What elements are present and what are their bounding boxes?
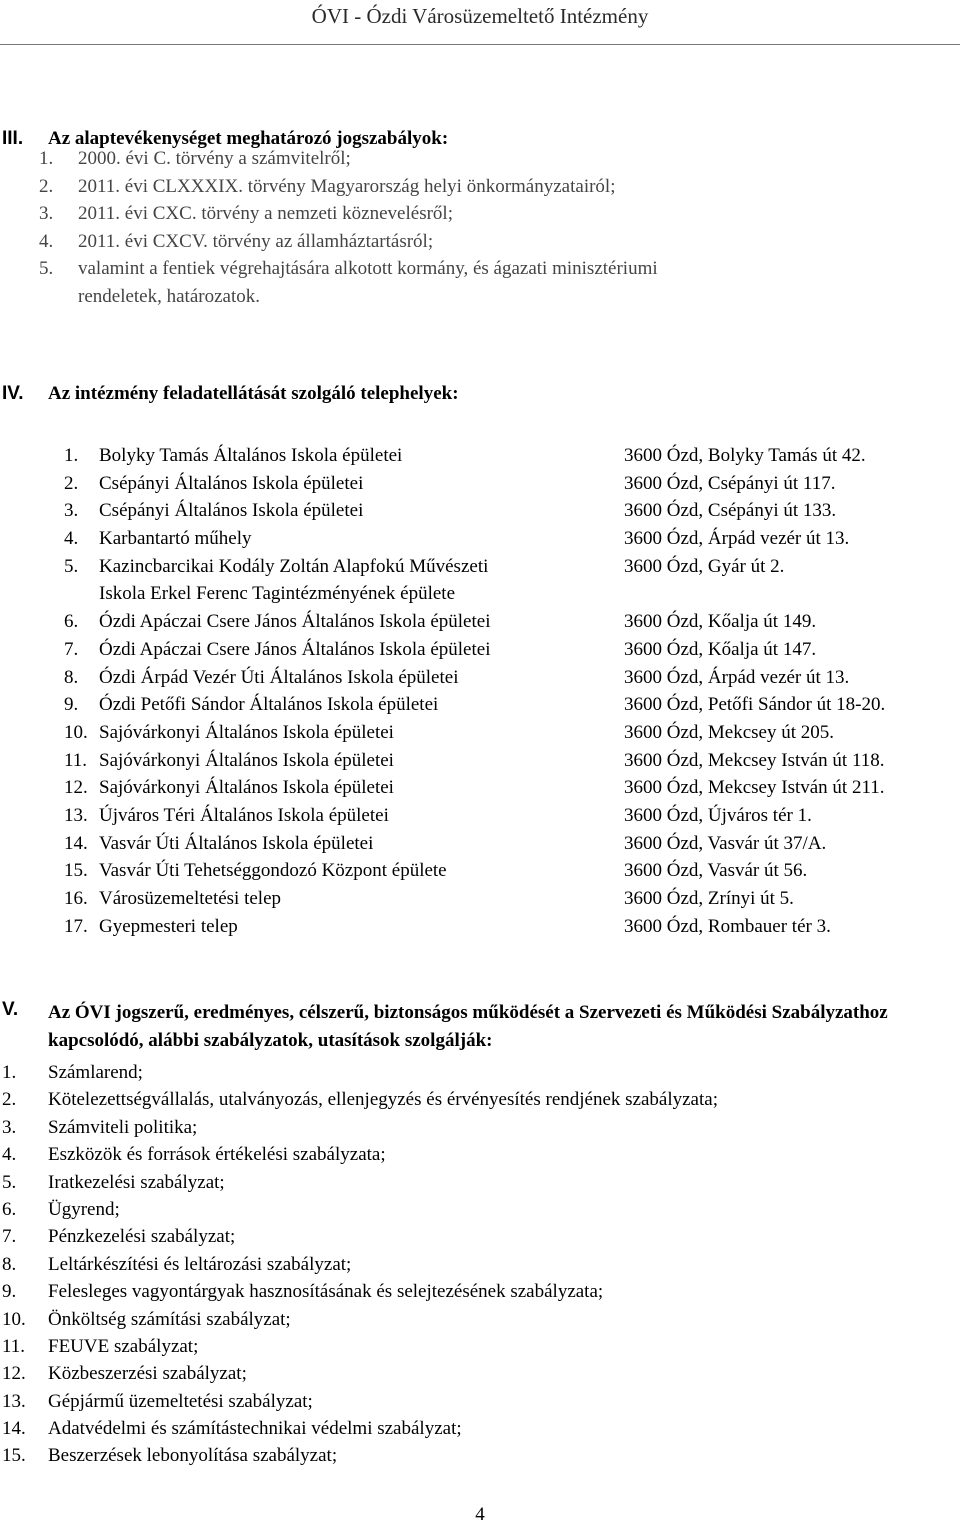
site-address: 3600 Ózd, Csépányi út 117. (624, 472, 836, 494)
site-address: 3600 Ózd, Kőalja út 149. (624, 611, 817, 633)
site-name: Vasvár Úti Általános Iskola épületei (99, 832, 374, 854)
item-number: 12. (2, 1363, 26, 1385)
site-number: 4. (64, 528, 79, 550)
site-number: 11. (64, 749, 88, 771)
item-number: 15. (2, 1445, 26, 1467)
site-name: Újváros Téri Általános Iskola épületei (99, 805, 389, 827)
item-text (78, 255, 658, 310)
section-3-title: Az alaptevékenységet meghatározó jogszabályok: (48, 128, 449, 149)
site-address: 3600 Ózd, Mekcsey István út 211. (624, 777, 885, 799)
site-number: 13. (64, 805, 88, 827)
site-address: 3600 Ózd, Gyár út 2. (624, 555, 785, 577)
header-divider (0, 44, 960, 45)
item-number: 3. (2, 1116, 17, 1138)
site-number: 1. (64, 445, 79, 466)
site-address: 3600 Ózd, Újváros tér 1. (624, 805, 812, 827)
site-address: 3600 Ózd, Rombauer tér 3. (624, 915, 831, 937)
site-number: 12. (64, 777, 88, 799)
site-number: 2. (64, 472, 79, 494)
site-name: Karbantartó műhely (99, 528, 252, 550)
site-number: 15. (64, 860, 88, 882)
site-name-line-1: Kazincbarcikai Kodály Zoltán Alapfokú Művészeti (99, 555, 489, 577)
site-address: 3600 Ózd, Vasvár út 37/A. (624, 832, 827, 854)
site-name: Sajóvárkonyi Általános Iskola épületei (99, 749, 394, 771)
item-text: 2011. évi CLXXXIX. törvény Magyarország helyi önkormányzatairól; (78, 175, 616, 197)
site-name-line-2: Iskola Erkel Ferenc Tagintézményének épülete (99, 583, 455, 605)
site-number: 8. (64, 666, 79, 688)
item-number: 2. (39, 175, 54, 197)
item-text-line-2: rendeletek, határozatok. (78, 285, 260, 307)
item-number: 4. (2, 1144, 17, 1166)
item-text: Beszerzések lebonyolítása szabályzat; (48, 1445, 338, 1467)
item-number: 13. (2, 1390, 26, 1412)
item-number: 5. (2, 1171, 17, 1193)
item-number: 2. (2, 1089, 17, 1111)
item-number: 10. (2, 1308, 26, 1330)
item-text: Pénzkezelési szabályzat; (48, 1226, 236, 1248)
site-number: 7. (64, 638, 79, 660)
site-address: 3600 Ózd, Bolyky Tamás út 42. (624, 445, 866, 466)
item-number: 8. (2, 1253, 17, 1275)
page-number: 4 (475, 1504, 485, 1525)
item-number: 11. (2, 1335, 26, 1357)
site-number: 9. (64, 694, 79, 716)
site-name: Ózdi Petőfi Sándor Általános Iskola épületei (99, 694, 439, 716)
item-text: Számlarend; (48, 1062, 143, 1083)
site-number: 5. (64, 555, 79, 577)
section-5-number: V. (2, 999, 19, 1020)
item-number: 7. (2, 1226, 17, 1248)
site-number: 14. (64, 832, 88, 854)
site-number: 16. (64, 888, 88, 910)
item-text: Iratkezelési szabályzat; (48, 1171, 225, 1193)
item-text: Önköltség számítási szabályzat; (48, 1308, 291, 1330)
item-text: Gépjármű üzemeltetési szabályzat; (48, 1390, 313, 1412)
item-number: 1. (39, 148, 54, 169)
site-name: Sajóvárkonyi Általános Iskola épületei (99, 722, 394, 743)
section-3-number: III. (2, 128, 24, 149)
section-5-title: Az ÓVI jogszerű, eredményes, célszerű, biztonságos működését a Szervezeti és Működési Szabályzathoz kapcsolódó, alábbi szabályzatok, utasítások szolgálják: (48, 1002, 888, 1051)
section-4-title: Az intézmény feladatellátását szolgáló telephelyek: (48, 383, 459, 404)
site-number: 17. (64, 915, 88, 937)
item-text: Kötelezettségvállalás, utalványozás, ellenjegyzés és érvényesítés rendjének szabályzata; (48, 1089, 718, 1111)
item-text: 2011. évi CXC. törvény a nemzeti köznevelésről; (78, 203, 453, 225)
item-text: Adatvédelmi és számítástechnikai védelmi szabályzat; (48, 1418, 462, 1440)
site-name: Ózdi Apáczai Csere János Általános Iskola épületei (99, 611, 491, 633)
item-number: 5. (39, 258, 54, 280)
site-address: 3600 Ózd, Kőalja út 147. (624, 638, 817, 660)
item-text-line-1: valamint a fentiek végrehajtására alkotott kormány, és ágazati minisztériumi (78, 258, 658, 280)
item-text: Számviteli politika; (48, 1116, 198, 1138)
item-text: FEUVE szabályzat; (48, 1335, 199, 1357)
site-name: Gyepmesteri telep (99, 915, 238, 937)
item-text: 2000. évi C. törvény a számvitelről; (78, 148, 351, 169)
page-header: ÓVI - Ózdi Városüzemeltető Intézmény (311, 4, 649, 28)
site-name: Városüzemeltetési telep (99, 888, 282, 910)
site-number: 6. (64, 611, 79, 633)
site-number: 10. (64, 722, 88, 743)
item-number: 9. (2, 1281, 17, 1303)
item-text: Közbeszerzési szabályzat; (48, 1363, 247, 1385)
site-address: 3600 Ózd, Csépányi út 133. (624, 500, 837, 522)
site-address: 3600 Ózd, Árpád vezér út 13. (624, 666, 850, 688)
item-text: 2011. évi CXCV. törvény az államháztartásról; (78, 230, 434, 252)
site-address: 3600 Ózd, Petőfi Sándor út 18-20. (624, 694, 886, 716)
item-text: Leltárkészítési és leltározási szabályzat; (48, 1253, 352, 1275)
site-name: Ózdi Apáczai Csere János Általános Iskola épületei (99, 638, 491, 660)
item-text: Eszközök és források értékelési szabályzata; (48, 1144, 386, 1166)
item-number: 4. (39, 230, 54, 252)
item-number: 14. (2, 1418, 26, 1440)
section-4-number: IV. (2, 383, 24, 404)
site-name: Csépányi Általános Iskola épületei (99, 500, 364, 522)
site-name: Ózdi Árpád Vezér Úti Általános Iskola épületei (99, 666, 459, 688)
site-name: Sajóvárkonyi Általános Iskola épületei (99, 777, 394, 799)
site-name: Vasvár Úti Tehetséggondozó Központ épülete (99, 860, 447, 882)
site-address: 3600 Ózd, Mekcsey István út 118. (624, 749, 885, 771)
site-address: 3600 Ózd, Zrínyi út 5. (624, 888, 794, 910)
site-name: Bolyky Tamás Általános Iskola épületei (99, 445, 403, 466)
site-address: 3600 Ózd, Mekcsey út 205. (624, 722, 835, 743)
item-text: Felesleges vagyontárgyak hasznosításának és selejtezésének szabályzata; (48, 1281, 604, 1303)
item-number: 3. (39, 203, 54, 225)
item-number: 1. (2, 1062, 17, 1083)
site-address: 3600 Ózd, Vasvár út 56. (624, 860, 808, 882)
site-address: 3600 Ózd, Árpád vezér út 13. (624, 528, 850, 550)
site-name: Csépányi Általános Iskola épületei (99, 472, 364, 494)
item-text: Ügyrend; (48, 1198, 120, 1220)
item-number: 6. (2, 1198, 17, 1220)
site-name (99, 553, 488, 608)
site-number: 3. (64, 500, 79, 522)
